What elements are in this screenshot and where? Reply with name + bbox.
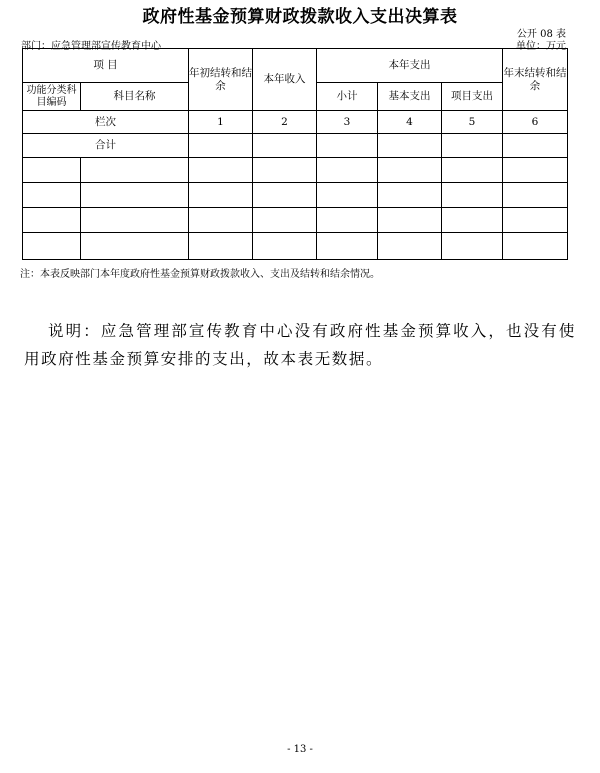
- current-income-header: 本年收入: [253, 49, 317, 111]
- table-cell: [23, 233, 81, 260]
- basic-expense-header: 基本支出: [378, 83, 442, 111]
- table-cell: [503, 208, 568, 233]
- table-cell: [503, 158, 568, 183]
- table-cell: [253, 134, 317, 158]
- table-cell: [317, 233, 378, 260]
- unit-label: 单位：万元: [516, 41, 566, 52]
- col-num-2: 2: [253, 111, 317, 134]
- table-cell: [378, 183, 442, 208]
- table-cell: [378, 208, 442, 233]
- table-cell: [503, 134, 568, 158]
- col-num-5: 5: [442, 111, 503, 134]
- table-cell: [442, 233, 503, 260]
- col-num-3: 3: [317, 111, 378, 134]
- table-cell: [81, 183, 189, 208]
- col-num-4: 4: [378, 111, 442, 134]
- func-code-header: 功能分类科目编码: [23, 83, 81, 111]
- col-num-1: 1: [189, 111, 253, 134]
- table-cell: [23, 208, 81, 233]
- budget-table: [22, 48, 568, 260]
- col-num-6: 6: [503, 111, 568, 134]
- table-cell: [317, 183, 378, 208]
- table-cell: [23, 158, 81, 183]
- table-cell: [189, 134, 253, 158]
- table-cell: [442, 183, 503, 208]
- current-expense-header: 本年支出: [317, 49, 503, 83]
- table-cell: [189, 208, 253, 233]
- table-cell: [317, 134, 378, 158]
- table-cell: [378, 233, 442, 260]
- department-label: 部门：应急管理部宣传教育中心: [21, 41, 161, 52]
- project-expense-header: 项目支出: [442, 83, 503, 111]
- row-label-cell: 栏次: [23, 111, 189, 134]
- table-row: [23, 233, 568, 260]
- closing-balance-header: 年末结转和结余: [503, 49, 568, 111]
- form-number: 公开 08 表: [516, 29, 566, 40]
- table-row: [23, 208, 568, 233]
- table-cell: [23, 183, 81, 208]
- table-cell: [253, 183, 317, 208]
- table-note: 注：本表反映部门本年度政府性基金预算财政拨款收入、支出及结转和结余情况。: [20, 269, 380, 280]
- table-cell: [81, 158, 189, 183]
- table-cell: [442, 208, 503, 233]
- table-cell: [317, 208, 378, 233]
- item-header: 项 目: [23, 49, 189, 83]
- total-row: [23, 134, 568, 158]
- table-cell: [189, 233, 253, 260]
- table-cell: [189, 158, 253, 183]
- opening-balance-header: 年初结转和结余: [189, 49, 253, 111]
- table-cell: [81, 233, 189, 260]
- table-row: [23, 158, 568, 183]
- explanation-text: 说明：应急管理部宣传教育中心没有政府性基金预算收入，也没有使用政府性基金预算安排的支出，故本表无数据。: [24, 322, 576, 368]
- table-cell: [503, 233, 568, 260]
- table-cell: [253, 233, 317, 260]
- total-label: 合计: [23, 134, 189, 158]
- page-number: - 13 -: [287, 744, 313, 755]
- table-cell: [253, 208, 317, 233]
- table-cell: [378, 134, 442, 158]
- table-cell: [503, 183, 568, 208]
- page-title: 政府性基金预算财政拨款收入支出决算表: [142, 7, 458, 27]
- table-cell: [81, 208, 189, 233]
- subtotal-header: 小计: [317, 83, 378, 111]
- table-cell: [317, 158, 378, 183]
- table-row: [23, 183, 568, 208]
- table-cell: [378, 158, 442, 183]
- table-cell: [253, 158, 317, 183]
- table-cell: [442, 158, 503, 183]
- subject-name-header: 科目名称: [81, 83, 189, 111]
- table-cell: [189, 183, 253, 208]
- table-cell: [442, 134, 503, 158]
